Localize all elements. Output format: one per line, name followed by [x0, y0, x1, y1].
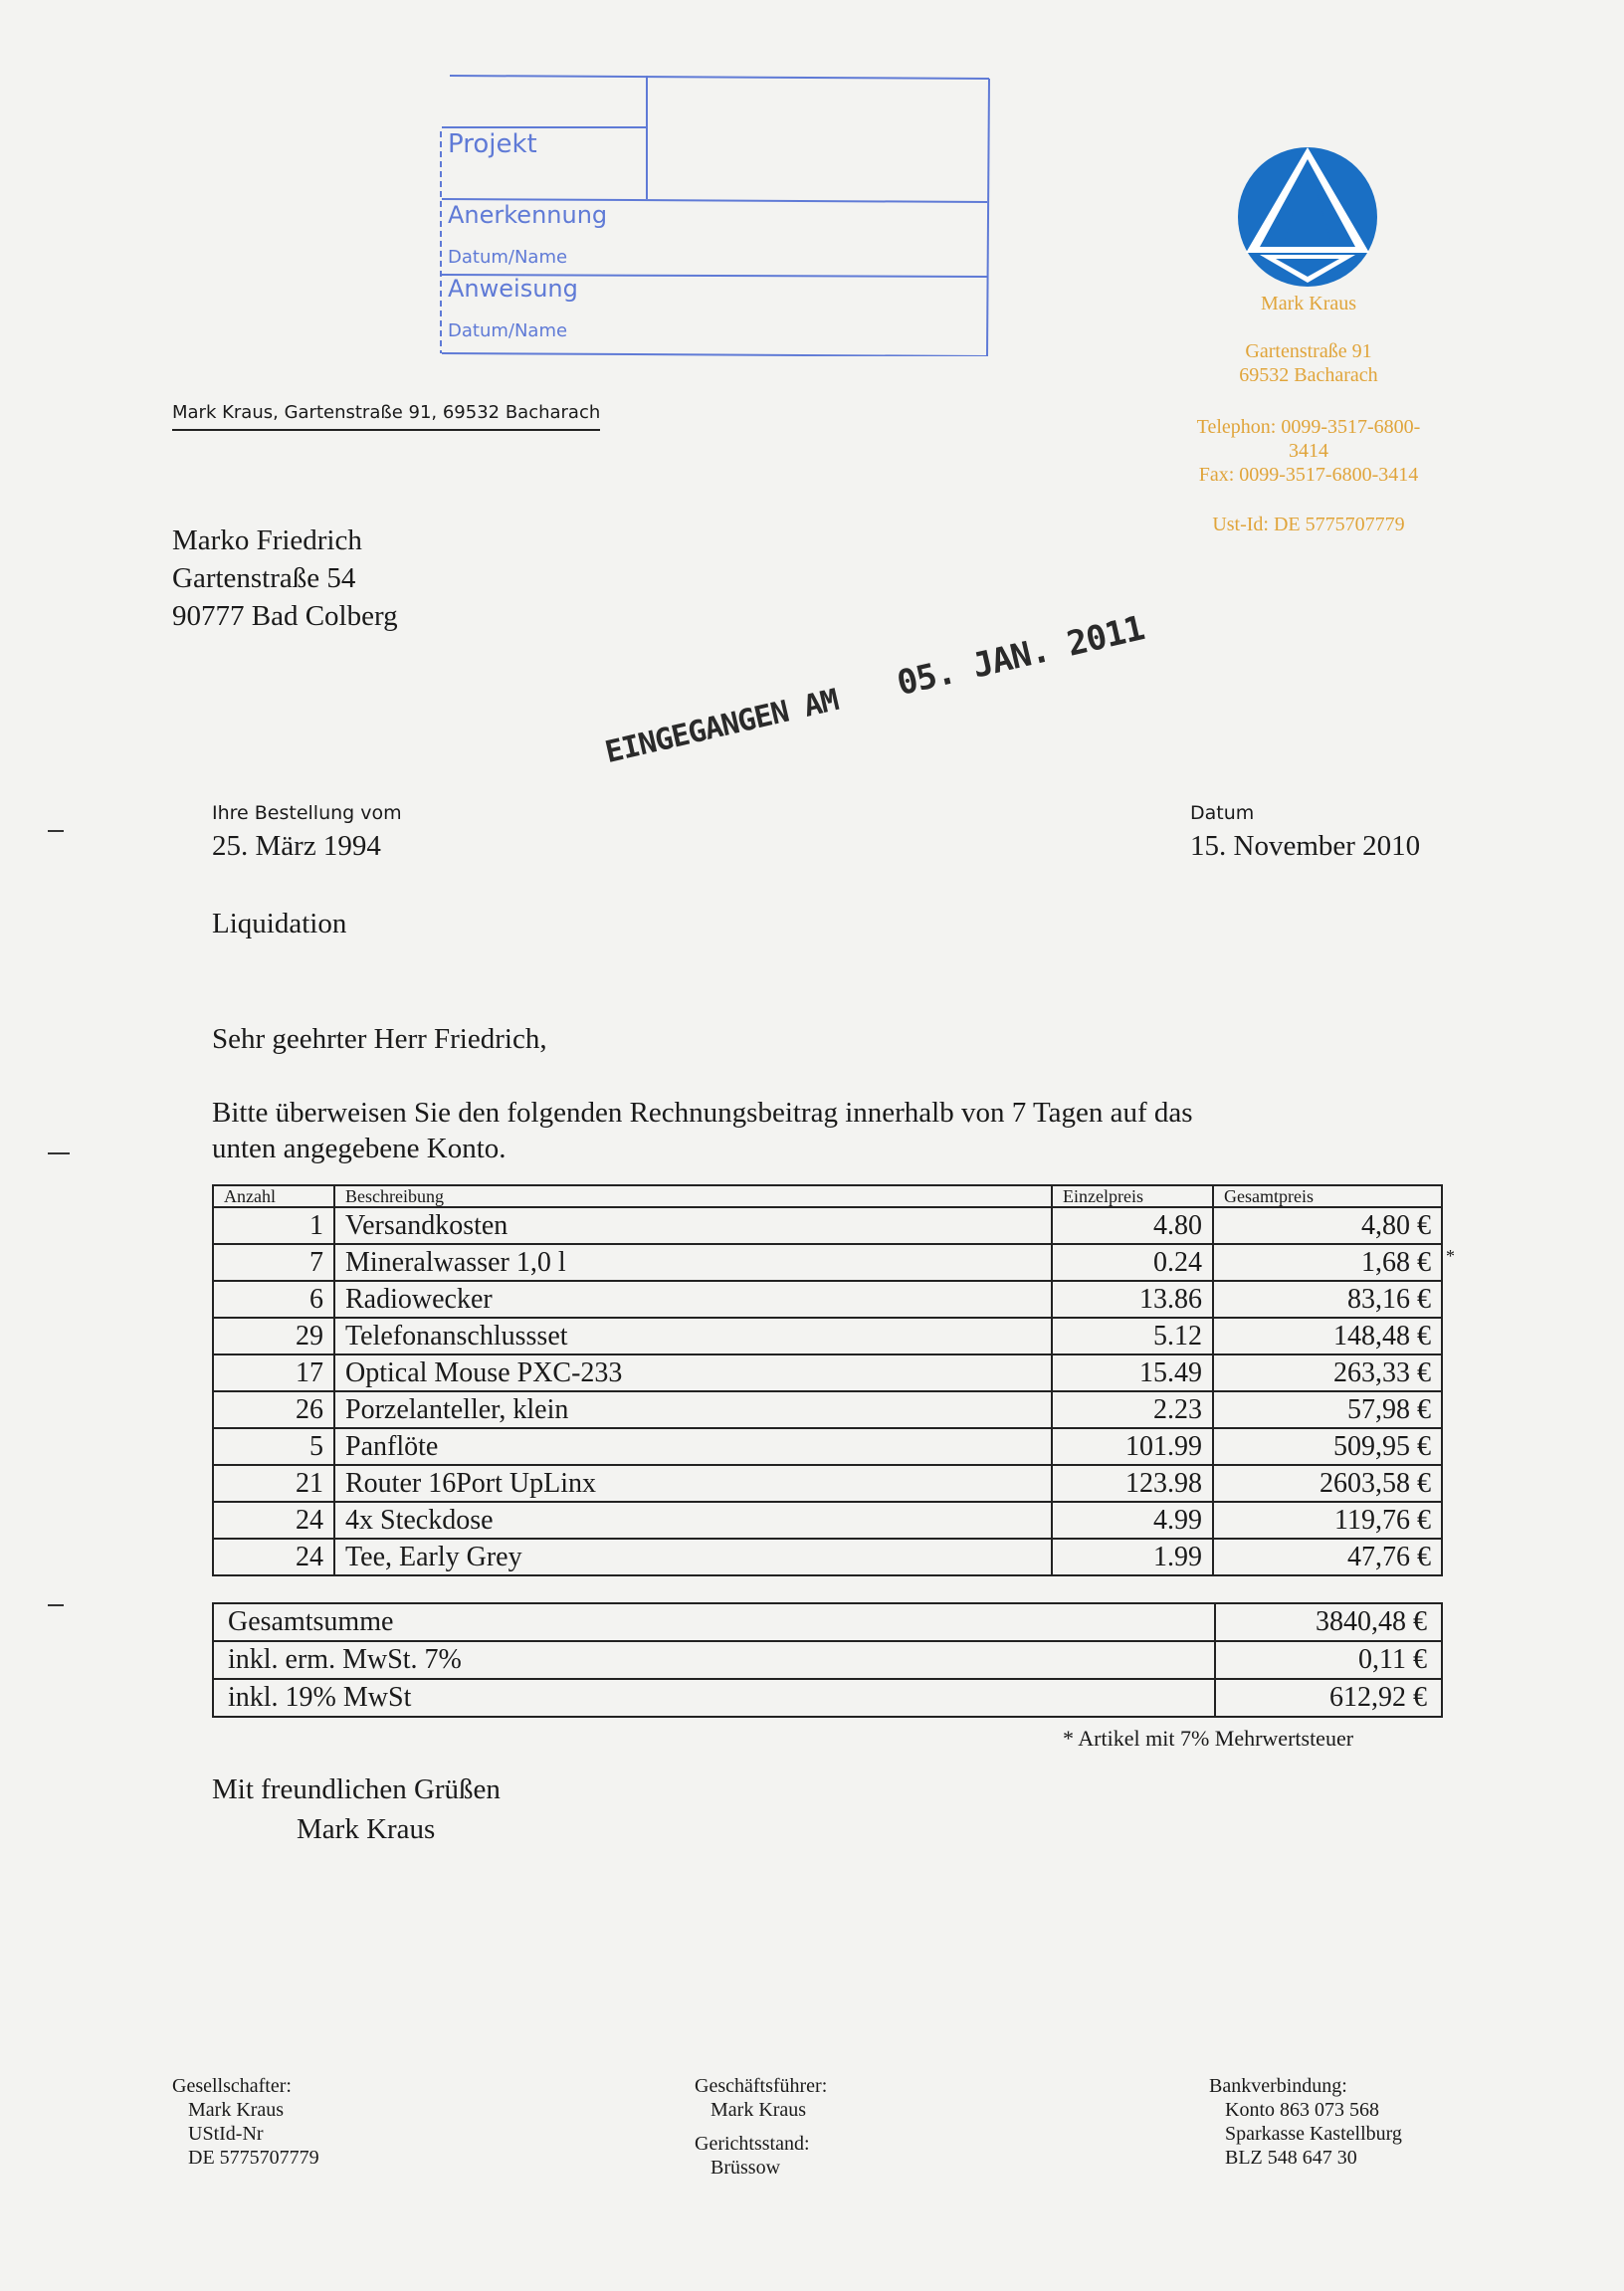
company-fax: Fax: 0099-3517-6800-3414: [1198, 464, 1419, 486]
item-qty: [213, 1502, 334, 1539]
item-description-text: Radiowecker: [345, 1284, 493, 1315]
item-description-text: Router 16Port UpLinx: [345, 1468, 596, 1499]
item-qty: [213, 1354, 334, 1391]
footer-col2-title2: Gerichtsstand:: [695, 2133, 810, 2155]
table-row: [213, 1354, 1442, 1391]
approval-stamp: [438, 72, 991, 356]
footer-col2-line1: Mark Kraus: [710, 2099, 807, 2121]
item-qty: [213, 1391, 334, 1428]
item-unit-price: [1052, 1502, 1213, 1539]
item-qty-text: 1: [309, 1210, 323, 1241]
totals-table: [212, 1602, 1443, 1718]
signature: Mark Kraus: [297, 1813, 436, 1845]
item-qty-text: 5: [309, 1431, 323, 1462]
item-qty-text: 6: [309, 1284, 323, 1315]
item-qty-text: 24: [296, 1542, 323, 1572]
company-street: Gartenstraße 91: [1245, 340, 1372, 362]
item-total-price: [1213, 1207, 1442, 1244]
header-description: Beschreibung: [334, 1185, 1052, 1207]
item-unit-price-text: 123.98: [1125, 1468, 1202, 1499]
table-row: [213, 1281, 1442, 1318]
company-logo: [1236, 145, 1379, 289]
item-total-price: [1213, 1428, 1442, 1465]
footer-col3-line2: Sparkasse Kastellburg: [1225, 2123, 1402, 2145]
table-body: [213, 1207, 1455, 1575]
item-unit-price: [1052, 1207, 1213, 1244]
item-description-text: Optical Mouse PXC-233: [345, 1357, 623, 1388]
fold-mark: [48, 1604, 64, 1606]
punch-mark: [48, 1152, 70, 1154]
stamp-datum-name-label: Datum/Name: [448, 247, 568, 268]
item-description-text: Versandkosten: [345, 1210, 508, 1241]
item-total-price: [1213, 1465, 1442, 1502]
footer-management: [695, 2074, 827, 2180]
item-qty-text: 7: [309, 1247, 323, 1278]
item-unit-price-text: 5.12: [1153, 1321, 1202, 1352]
item-total-price: [1213, 1391, 1442, 1428]
datum-date: 15. November 2010: [1190, 830, 1421, 862]
item-qty: [213, 1539, 334, 1575]
item-qty-text: 17: [296, 1357, 323, 1388]
item-total-price: [1213, 1244, 1455, 1281]
item-unit-price: [1052, 1465, 1213, 1502]
item-description: [334, 1318, 1052, 1354]
item-qty: [213, 1428, 334, 1465]
item-unit-price-text: 1.99: [1153, 1542, 1202, 1572]
received-stamp-date: 05. JAN. 2011: [893, 608, 1148, 705]
table-row: [213, 1244, 1442, 1281]
item-total-price-text: 57,98 €: [1347, 1394, 1431, 1425]
body-line-2: unten angegebene Konto.: [212, 1133, 507, 1164]
header-total-price: Gesamtpreis: [1213, 1185, 1442, 1207]
datum-label: Datum: [1190, 802, 1255, 824]
stamp-projekt-label: Projekt: [448, 129, 537, 159]
item-description: [334, 1207, 1052, 1244]
footer-col1-line3: DE 5775707779: [188, 2147, 319, 2169]
recipient-street: Gartenstraße 54: [172, 562, 356, 594]
item-total-price-text: 47,76 €: [1347, 1542, 1431, 1572]
item-total-price: [1213, 1539, 1442, 1575]
item-total-price-text: 509,95 €: [1333, 1431, 1431, 1462]
item-total-price-text: 2603,58 €: [1320, 1468, 1431, 1499]
item-qty: [213, 1281, 334, 1318]
table-row: [213, 1428, 1442, 1465]
footer-col2-title: Geschäftsführer:: [695, 2075, 828, 2097]
item-qty: [213, 1207, 334, 1244]
company-name: Mark Kraus: [1260, 293, 1357, 314]
item-total-price: [1213, 1281, 1442, 1318]
invoice-items-table: [212, 1184, 1455, 1576]
item-total-price: [1213, 1502, 1442, 1539]
item-total-price-text: 1,68 €: [1361, 1247, 1431, 1278]
item-total-price: [1213, 1318, 1442, 1354]
item-description-text: Porzelanteller, klein: [345, 1394, 569, 1425]
item-description: [334, 1244, 1052, 1281]
table-row: [213, 1539, 1442, 1575]
totals-value: 0,11 €: [1215, 1641, 1442, 1679]
item-description: [334, 1428, 1052, 1465]
recipient-city: 90777 Bad Colberg: [172, 600, 398, 632]
sender-line: Mark Kraus, Gartenstraße 91, 69532 Bacharach: [172, 402, 600, 431]
totals-row: [213, 1679, 1442, 1717]
item-total-price-text: 263,33 €: [1333, 1357, 1431, 1388]
item-total-price-text: 119,76 €: [1334, 1505, 1431, 1536]
table-row: [213, 1207, 1442, 1244]
item-unit-price: [1052, 1318, 1213, 1354]
company-telephone: Telephon: 0099-3517-6800-: [1196, 416, 1421, 438]
item-unit-price-text: 15.49: [1139, 1357, 1202, 1388]
item-footnote-marker: *: [1446, 1246, 1455, 1266]
table-row: [213, 1318, 1442, 1354]
order-date: 25. März 1994: [212, 830, 381, 862]
item-description: [334, 1539, 1052, 1575]
table-row: [213, 1391, 1442, 1428]
footer-col3-line3: BLZ 548 647 30: [1225, 2147, 1357, 2169]
item-total-price-text: 83,16 €: [1347, 1284, 1431, 1315]
table-row: [213, 1465, 1442, 1502]
footer-col1-line1: Mark Kraus: [188, 2099, 285, 2121]
item-total-price: [1213, 1354, 1442, 1391]
closing: Mit freundlichen Grüßen: [212, 1773, 501, 1805]
received-stamp: [601, 608, 1147, 771]
item-description-text: 4x Steckdose: [345, 1505, 494, 1536]
footer-col3-line1: Konto 863 073 568: [1225, 2099, 1379, 2121]
item-unit-price-text: 101.99: [1125, 1431, 1202, 1462]
salutation: Sehr geehrter Herr Friedrich,: [212, 1023, 547, 1055]
item-qty: [213, 1318, 334, 1354]
item-description-text: Panflöte: [345, 1431, 439, 1462]
totals-label: Gesamtsumme: [213, 1603, 1215, 1641]
footer-shareholders: [172, 2074, 319, 2170]
item-unit-price-text: 2.23: [1153, 1394, 1202, 1425]
stamp-anweisung-label: Anweisung: [448, 275, 578, 303]
totals-row: [213, 1641, 1442, 1679]
company-ustid: Ust-Id: DE 5775707779: [1212, 514, 1405, 535]
totals-label: inkl. 19% MwSt: [213, 1679, 1215, 1717]
item-description-text: Telefonanschlussset: [345, 1321, 568, 1352]
footer-col1-title: Gesellschafter:: [172, 2075, 292, 2097]
totals-row: [213, 1603, 1442, 1641]
item-description: [334, 1465, 1052, 1502]
item-description: [334, 1391, 1052, 1428]
item-unit-price-text: 4.99: [1153, 1505, 1202, 1536]
totals-value: 3840,48 €: [1215, 1603, 1442, 1641]
item-total-price-text: 148,48 €: [1333, 1321, 1431, 1352]
subject: Liquidation: [212, 908, 347, 939]
company-city: 69532 Bacharach: [1239, 364, 1378, 386]
totals-body: [213, 1603, 1442, 1717]
item-unit-price: [1052, 1281, 1213, 1318]
company-telephone-cont: 3414: [1289, 440, 1328, 462]
header-qty: Anzahl: [213, 1185, 334, 1207]
stamp-anerkennung-label: Anerkennung: [448, 201, 608, 229]
logo-icon: [1236, 145, 1379, 289]
item-unit-price-text: 4.80: [1153, 1210, 1202, 1241]
item-description: [334, 1354, 1052, 1391]
recipient-address: [172, 521, 398, 635]
item-unit-price: [1052, 1391, 1213, 1428]
item-qty-text: 29: [296, 1321, 323, 1352]
footer-col1-line2: UStId-Nr: [188, 2123, 264, 2145]
footer-col3-title: Bankverbindung:: [1209, 2075, 1347, 2097]
item-qty-text: 24: [296, 1505, 323, 1536]
stamp-datum-name-label: Datum/Name: [448, 320, 568, 341]
item-qty-text: 26: [296, 1394, 323, 1425]
footer-col2-line2: Brüssow: [710, 2157, 781, 2179]
item-unit-price: [1052, 1539, 1213, 1575]
item-unit-price: [1052, 1428, 1213, 1465]
item-unit-price-text: 0.24: [1153, 1247, 1202, 1278]
received-stamp-text: EINGEGANGEN AM: [601, 683, 842, 771]
item-qty: [213, 1465, 334, 1502]
item-qty-text: 21: [296, 1468, 323, 1499]
footnote: * Artikel mit 7% Mehrwertsteuer: [1063, 1726, 1354, 1751]
item-description: [334, 1281, 1052, 1318]
table-row: [213, 1502, 1442, 1539]
fold-mark: [48, 830, 64, 832]
item-description-text: Tee, Early Grey: [345, 1542, 522, 1572]
body-line-1: Bitte überweisen Sie den folgenden Rechnungsbeitrag innerhalb von 7 Tagen auf das: [212, 1097, 1193, 1129]
table-header-row: [213, 1185, 1442, 1207]
item-description: [334, 1502, 1052, 1539]
footer-bank: [1209, 2074, 1402, 2170]
recipient-name: Marko Friedrich: [172, 524, 362, 556]
item-qty: [213, 1244, 334, 1281]
item-unit-price: [1052, 1354, 1213, 1391]
item-unit-price-text: 13.86: [1139, 1284, 1202, 1315]
totals-label: inkl. erm. MwSt. 7%: [213, 1641, 1215, 1679]
order-date-label: Ihre Bestellung vom: [212, 802, 402, 824]
item-total-price-text: 4,80 €: [1361, 1210, 1431, 1241]
header-unit-price: Einzelpreis: [1052, 1185, 1213, 1207]
item-unit-price: [1052, 1244, 1213, 1281]
totals-value: 612,92 €: [1215, 1679, 1442, 1717]
item-description-text: Mineralwasser 1,0 l: [345, 1247, 566, 1278]
